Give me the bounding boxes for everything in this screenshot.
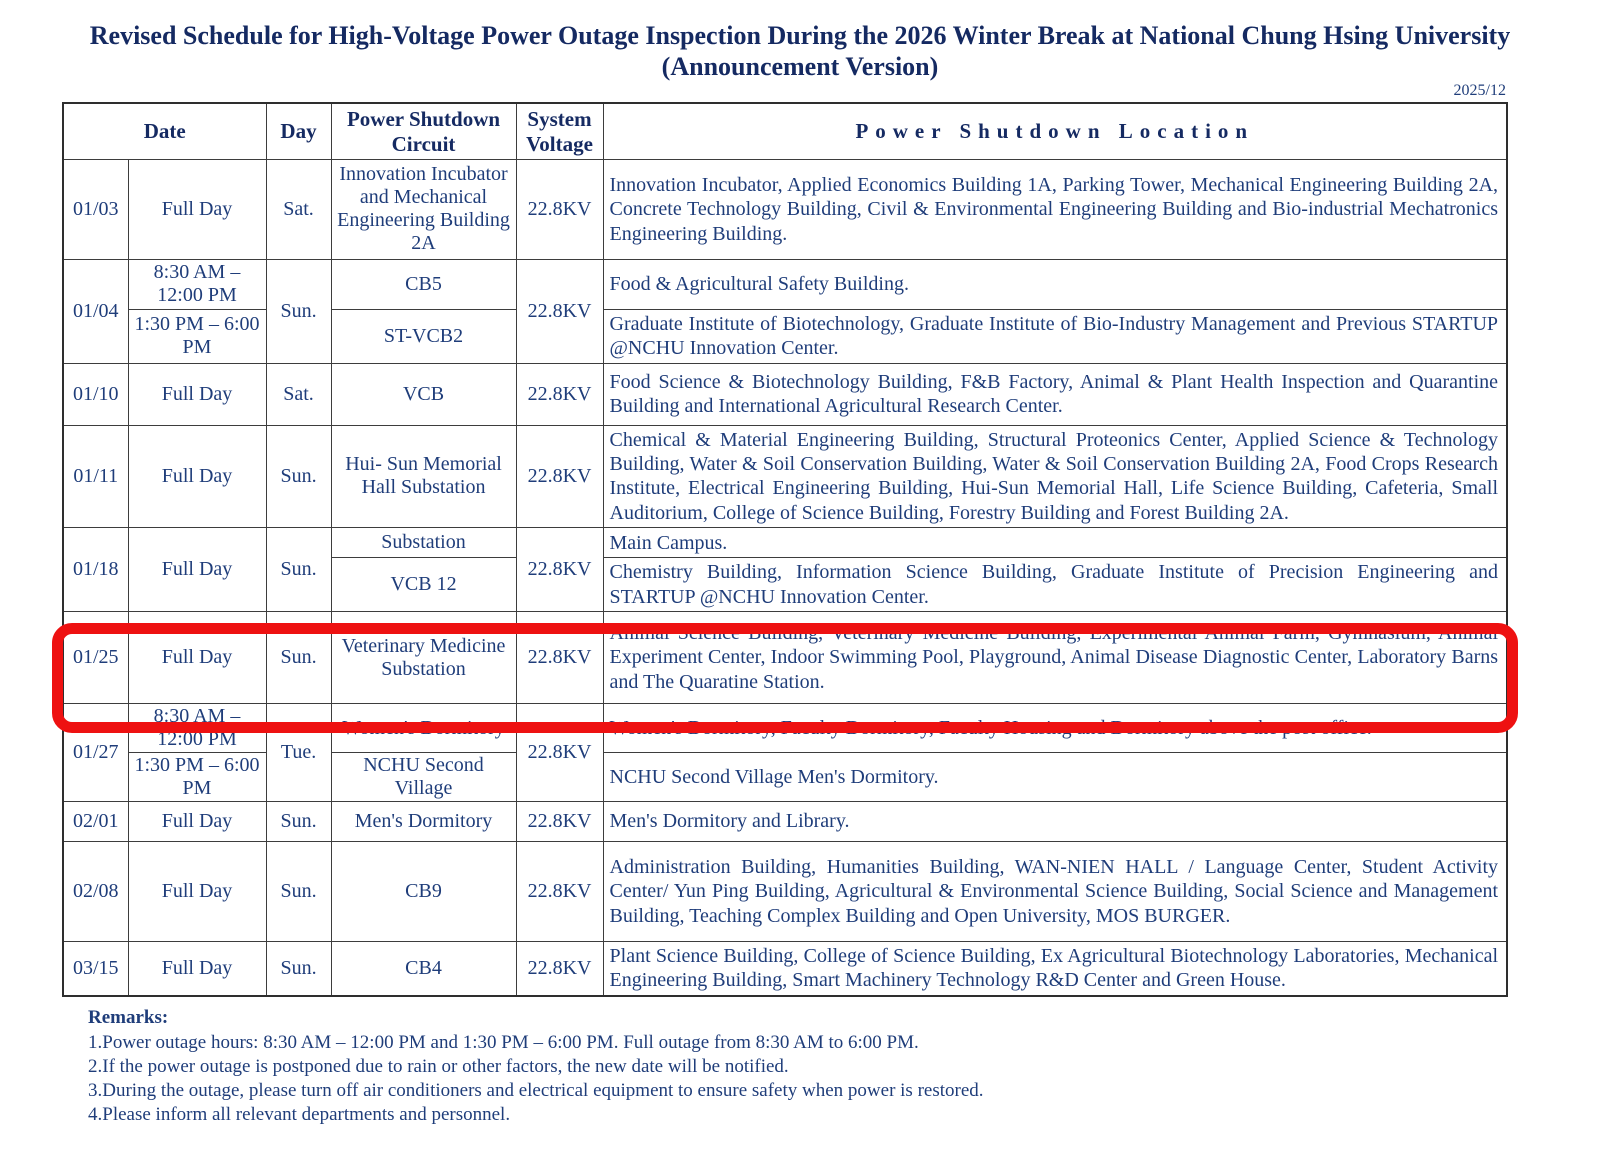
cell-day: Sun.: [266, 612, 331, 704]
header-day: Day: [266, 103, 331, 159]
cell-circuit: Innovation Incubator and Mechanical Engineering Building 2A: [331, 159, 516, 259]
cell-day: Sun.: [266, 802, 331, 842]
table-row-0110: [63, 363, 1507, 425]
cell-date: 01/04: [63, 259, 128, 363]
cell-location: Chemical & Material Engineering Building, Structural Proteonics Center, Applied Science & Technology Building, Water & Soil Conservation Building, Water & Soil Conservation Building 2A, Food Crops Research Institute, Electrical Engineering Building, Hui-Sun Memorial Hall, Life Science Building, Cafeteria, Small Auditorium, College of Science Building, Forestry Building and Forest Building 2A.: [603, 425, 1507, 528]
remark-item: 2.If the power outage is postponed due to rain or other factors, the new date will be notified.: [88, 1055, 789, 1077]
cell-circuit: Veterinary Medicine Substation: [331, 612, 516, 704]
cell-circuit: ST-VCB2: [331, 309, 516, 363]
cell-circuit: VCB 12: [331, 558, 516, 612]
cell-day: Sun.: [266, 842, 331, 942]
cell-voltage: 22.8KV: [516, 802, 603, 842]
cell-location: Food & Agricultural Safety Building.: [603, 259, 1507, 309]
cell-time: Full Day: [128, 363, 266, 425]
cell-voltage: 22.8KV: [516, 942, 603, 996]
document-title-block: [0, 20, 1600, 82]
table-row-0315: [63, 942, 1507, 996]
cell-location: Plant Science Building, College of Science Building, Ex Agricultural Biotechnology Laboratories, Mechanical Engineering Building, Smart Machinery Technology R&D Center and Green House.: [603, 942, 1507, 996]
cell-location: Administration Building, Humanities Building, WAN-NIEN HALL / Language Center, Student Activity Center/ Yun Ping Building, Agricultural & Environmental Science Building, Social Science and Management Building, Teaching Complex Building and Open University, MOS BURGER.: [603, 842, 1507, 942]
cell-time: Full Day: [128, 612, 266, 704]
cell-time: Full Day: [128, 425, 266, 528]
table-row-0104a: [63, 259, 1507, 309]
cell-time: Full Day: [128, 528, 266, 612]
page-title: Revised Schedule for High-Voltage Power Outage Inspection During the 2026 Winter Break at National Chung Hsing University: [89, 21, 1511, 50]
cell-date: 01/27: [63, 704, 128, 802]
cell-circuit: VCB: [331, 363, 516, 425]
cell-time: Full Day: [128, 842, 266, 942]
cell-time: Full Day: [128, 802, 266, 842]
cell-circuit: Substation: [331, 528, 516, 558]
cell-location: Innovation Incubator, Applied Economics Building 1A, Parking Tower, Mechanical Engineering Building 2A, Concrete Technology Building, Civil & Environmental Engineering Building and Bio-industrial Mechatronics Engineering Building.: [603, 159, 1507, 259]
header-location: Power Shutdown Location: [603, 103, 1507, 159]
page-subtitle: (Announcement Version): [661, 52, 939, 82]
table-row-0125: [63, 612, 1507, 704]
remarks-label: Remarks:: [88, 1006, 169, 1028]
remark-item: 4.Please inform all relevant departments and personnel.: [88, 1103, 511, 1125]
cell-day: Tue.: [266, 704, 331, 802]
remark-item: 1.Power outage hours: 8:30 AM – 12:00 PM and 1:30 PM – 6:00 PM. Full outage from 8:30 AM to 6:00 PM.: [88, 1031, 919, 1053]
cell-voltage: 22.8KV: [516, 363, 603, 425]
cell-location: Women's Dormitory, Faculty Dormitory, Faculty Housing and Dormitory above the post office.: [603, 704, 1507, 753]
header-date: Date: [63, 103, 266, 159]
cell-voltage: 22.8KV: [516, 259, 603, 363]
table-row-0118a: [63, 528, 1507, 558]
table-row-0111: [63, 425, 1507, 528]
schedule-table: [62, 102, 1508, 996]
cell-location: Main Campus.: [603, 528, 1507, 558]
cell-voltage: 22.8KV: [516, 528, 603, 612]
cell-date: 03/15: [63, 942, 128, 996]
cell-date: 01/11: [63, 425, 128, 528]
cell-date: 01/18: [63, 528, 128, 612]
table-row-0103: [63, 159, 1507, 259]
cell-date: 01/25: [63, 612, 128, 704]
cell-circuit: Hui- Sun Memorial Hall Substation: [331, 425, 516, 528]
cell-circuit: NCHU Second Village: [331, 753, 516, 802]
cell-day: Sun.: [266, 425, 331, 528]
cell-location: Men's Dormitory and Library.: [603, 802, 1507, 842]
cell-voltage: 22.8KV: [516, 159, 603, 259]
cell-voltage: 22.8KV: [516, 842, 603, 942]
cell-location: Graduate Institute of Biotechnology, Graduate Institute of Bio-Industry Management and Previous STARTUP @NCHU Innovation Center.: [603, 309, 1507, 363]
cell-circuit: CB4: [331, 942, 516, 996]
cell-time: 8:30 AM – 12:00 PM: [128, 259, 266, 309]
cell-day: Sun.: [266, 528, 331, 612]
cell-time: 1:30 PM – 6:00 PM: [128, 309, 266, 363]
cell-time: Full Day: [128, 942, 266, 996]
cell-location: NCHU Second Village Men's Dormitory.: [603, 753, 1507, 802]
cell-circuit: CB5: [331, 259, 516, 309]
cell-day: Sun.: [266, 942, 331, 996]
header-row: [63, 103, 1507, 159]
remarks-section: [88, 1007, 1600, 1127]
cell-location: Animal Science Building, Veterinary Medicine Building, Experimental Animal Farm, Gymnasium, Animal Experiment Center, Indoor Swimming Pool, Playground, Animal Disease Diagnostic Center, Laboratory Barns and The Quaratine Station.: [603, 612, 1507, 704]
cell-date: 01/03: [63, 159, 128, 259]
cell-day: Sun.: [266, 259, 331, 363]
cell-day: Sat.: [266, 363, 331, 425]
cell-date: 02/01: [63, 802, 128, 842]
cell-circuit: Women's Dormitory: [331, 704, 516, 753]
table-row-0201: [63, 802, 1507, 842]
table-row-0127a: [63, 704, 1507, 753]
cell-location: Food Science & Biotechnology Building, F&B Factory, Animal & Plant Health Inspection and Quarantine Building and International Agricultural Research Center.: [603, 363, 1507, 425]
header-circuit: Power Shutdown Circuit: [331, 103, 516, 159]
cell-location: Chemistry Building, Information Science Building, Graduate Institute of Precision Engineering and STARTUP @NCHU Innovation Center.: [603, 558, 1507, 612]
cell-date: 02/08: [63, 842, 128, 942]
header-voltage: System Voltage: [516, 103, 603, 159]
cell-circuit: Men's Dormitory: [331, 802, 516, 842]
cell-voltage: 22.8KV: [516, 704, 603, 802]
cell-time: 1:30 PM – 6:00 PM: [128, 753, 266, 802]
issue-date: 2025/12: [1453, 82, 1506, 100]
cell-date: 01/10: [63, 363, 128, 425]
cell-voltage: 22.8KV: [516, 425, 603, 528]
remark-item: 3.During the outage, please turn off air conditioners and electrical equipment to ensure safety when power is restored.: [88, 1079, 984, 1101]
table-row-0208: [63, 842, 1507, 942]
cell-time: 8:30 AM – 12:00 PM: [128, 704, 266, 753]
cell-time: Full Day: [128, 159, 266, 259]
cell-voltage: 22.8KV: [516, 612, 603, 704]
cell-day: Sat.: [266, 159, 331, 259]
cell-circuit: CB9: [331, 842, 516, 942]
